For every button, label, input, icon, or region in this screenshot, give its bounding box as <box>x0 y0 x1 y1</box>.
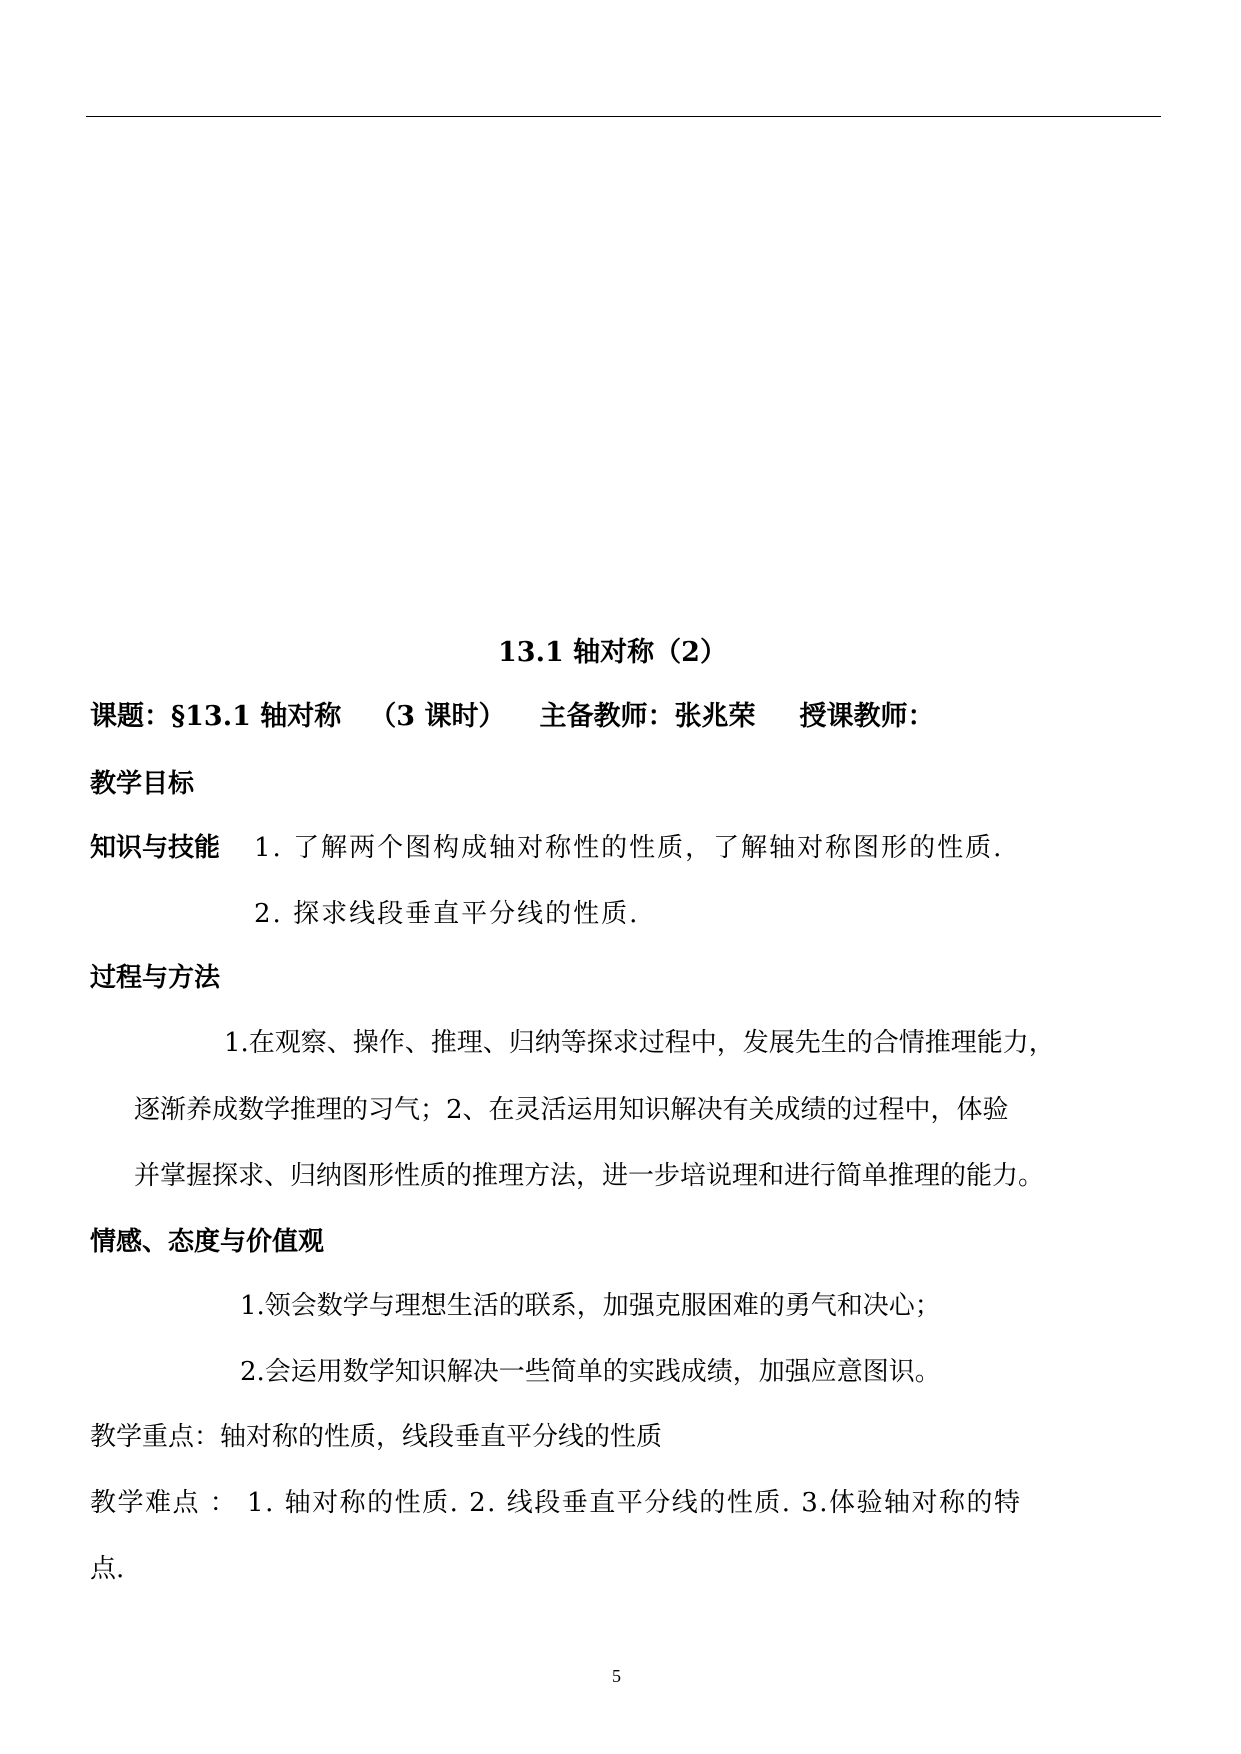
period-label: （3 课时） <box>369 701 506 732</box>
knowledge-item-1: 1. 了解两个图构成轴对称性的性质，了解轴对称图形的性质. <box>254 833 1004 863</box>
instructor-label: 授课教师： <box>799 701 935 732</box>
emotion-heading: 情感、态度与价值观 <box>90 1227 325 1257</box>
subject-label: 课题：§13.1 轴对称 <box>90 701 342 732</box>
process-line-2: 逐渐养成数学推理的习气；2、在灵活运用知识解决有关成绩的过程中，体验 <box>134 1095 1009 1125</box>
teaching-focus: 教学重点：轴对称的性质，线段垂直平分线的性质 <box>90 1422 663 1452</box>
page-number: 5 <box>612 1666 621 1686</box>
knowledge-item-2: 2. 探求线段垂直平分线的性质. <box>254 899 640 929</box>
teaching-difficulty-continued: 点. <box>90 1554 125 1584</box>
header-rule <box>86 116 1161 117</box>
teaching-difficulty: 教学难点 ： 1. 轴对称的性质. 2. 线段垂直平分线的性质. 3.体验轴对称的特 <box>90 1488 1022 1518</box>
emotion-item-1: 1.领会数学与理想生活的联系，加强克服困难的勇气和决心； <box>240 1291 941 1321</box>
goals-heading: 教学目标 <box>90 769 195 799</box>
lead-teacher-label: 主备教师：张兆荣 <box>539 701 756 732</box>
process-line-3: 并掌握探求、归纳图形性质的推理方法，进一步培说理和进行简单推理的能力。 <box>134 1161 1045 1191</box>
process-line-1: 1.在观察、操作、推理、归纳等探求过程中，发展先生的合情推理能力， <box>224 1028 1055 1058</box>
lesson-title: 13.1 轴对称（2） <box>498 637 727 668</box>
lesson-meta-row <box>90 699 934 735</box>
emotion-item-2: 2.会运用数学知识解决一些简单的实践成绩，加强应意图识。 <box>240 1357 941 1387</box>
process-heading: 过程与方法 <box>90 963 221 993</box>
knowledge-label: 知识与技能 <box>90 833 221 863</box>
